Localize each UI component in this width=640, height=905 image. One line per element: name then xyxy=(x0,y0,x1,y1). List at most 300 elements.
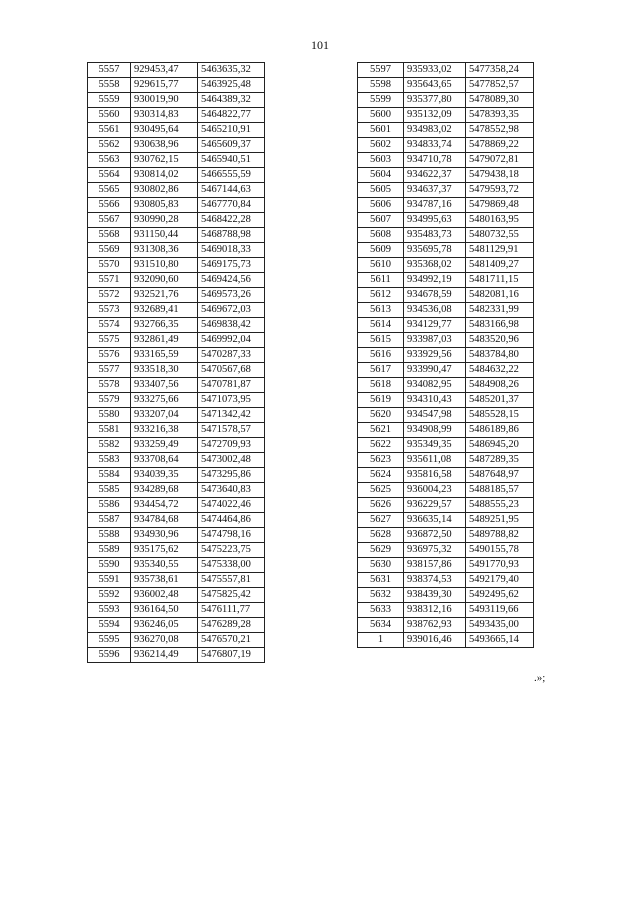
table-row xyxy=(358,333,534,348)
x-coordinate: 935816,58 xyxy=(404,468,466,483)
y-coordinate: 5485528,15 xyxy=(466,408,534,423)
x-coordinate: 934930,96 xyxy=(131,528,198,543)
point-number: 5614 xyxy=(358,318,404,333)
y-coordinate: 5469838,42 xyxy=(198,318,265,333)
table-row xyxy=(358,483,534,498)
table-row xyxy=(88,198,265,213)
point-number: 5581 xyxy=(88,423,131,438)
point-number: 5604 xyxy=(358,168,404,183)
x-coordinate: 935377,80 xyxy=(404,93,466,108)
y-coordinate: 5492495,62 xyxy=(466,588,534,603)
point-number: 5626 xyxy=(358,498,404,513)
table-row xyxy=(88,393,265,408)
point-number: 5588 xyxy=(88,528,131,543)
y-coordinate: 5465210,91 xyxy=(198,123,265,138)
y-coordinate: 5473295,86 xyxy=(198,468,265,483)
y-coordinate: 5489788,82 xyxy=(466,528,534,543)
table-row xyxy=(88,93,265,108)
point-number: 5603 xyxy=(358,153,404,168)
table-row xyxy=(88,153,265,168)
table-row xyxy=(88,423,265,438)
y-coordinate: 5479869,48 xyxy=(466,198,534,213)
x-coordinate: 938312,16 xyxy=(404,603,466,618)
x-coordinate: 929453,47 xyxy=(131,63,198,78)
y-coordinate: 5477358,24 xyxy=(466,63,534,78)
y-coordinate: 5464822,77 xyxy=(198,108,265,123)
point-number: 5566 xyxy=(88,198,131,213)
point-number: 5598 xyxy=(358,78,404,93)
y-coordinate: 5470781,87 xyxy=(198,378,265,393)
table-row xyxy=(88,633,265,648)
point-number: 5558 xyxy=(88,78,131,93)
table-row xyxy=(358,408,534,423)
table-row xyxy=(88,468,265,483)
point-number: 5613 xyxy=(358,303,404,318)
x-coordinate: 936002,48 xyxy=(131,588,198,603)
point-number: 5601 xyxy=(358,123,404,138)
point-number: 5621 xyxy=(358,423,404,438)
x-coordinate: 932521,76 xyxy=(131,288,198,303)
point-number: 5600 xyxy=(358,108,404,123)
y-coordinate: 5484632,22 xyxy=(466,363,534,378)
x-coordinate: 934129,77 xyxy=(404,318,466,333)
table-row xyxy=(88,453,265,468)
y-coordinate: 5486189,86 xyxy=(466,423,534,438)
table-row xyxy=(358,78,534,93)
x-coordinate: 938374,53 xyxy=(404,573,466,588)
point-number: 5624 xyxy=(358,468,404,483)
table-row xyxy=(358,348,534,363)
table-row xyxy=(358,378,534,393)
y-coordinate: 5463635,32 xyxy=(198,63,265,78)
table-row xyxy=(88,303,265,318)
y-coordinate: 5482331,99 xyxy=(466,303,534,318)
x-coordinate: 934992,19 xyxy=(404,273,466,288)
x-coordinate: 935611,08 xyxy=(404,453,466,468)
point-number: 1 xyxy=(358,633,404,648)
table-row xyxy=(88,288,265,303)
x-coordinate: 929615,77 xyxy=(131,78,198,93)
point-number: 5628 xyxy=(358,528,404,543)
point-number: 5609 xyxy=(358,243,404,258)
y-coordinate: 5487289,35 xyxy=(466,453,534,468)
right-coordinates-table xyxy=(357,62,534,648)
x-coordinate: 933407,56 xyxy=(131,378,198,393)
x-coordinate: 930990,28 xyxy=(131,213,198,228)
x-coordinate: 931308,36 xyxy=(131,243,198,258)
table-row xyxy=(88,138,265,153)
point-number: 5625 xyxy=(358,483,404,498)
y-coordinate: 5473002,48 xyxy=(198,453,265,468)
table-row xyxy=(88,78,265,93)
y-coordinate: 5479438,18 xyxy=(466,168,534,183)
table-row xyxy=(358,528,534,543)
point-number: 5623 xyxy=(358,453,404,468)
point-number: 5607 xyxy=(358,213,404,228)
x-coordinate: 936872,50 xyxy=(404,528,466,543)
x-coordinate: 934784,68 xyxy=(131,513,198,528)
y-coordinate: 5479072,81 xyxy=(466,153,534,168)
table-row xyxy=(88,558,265,573)
point-number: 5616 xyxy=(358,348,404,363)
x-coordinate: 932689,41 xyxy=(131,303,198,318)
x-coordinate: 935738,61 xyxy=(131,573,198,588)
table-row xyxy=(88,603,265,618)
x-coordinate: 935933,02 xyxy=(404,63,466,78)
table-row xyxy=(358,513,534,528)
x-coordinate: 936635,14 xyxy=(404,513,466,528)
table-row xyxy=(358,423,534,438)
point-number: 5632 xyxy=(358,588,404,603)
y-coordinate: 5469573,26 xyxy=(198,288,265,303)
x-coordinate: 930314,83 xyxy=(131,108,198,123)
point-number: 5630 xyxy=(358,558,404,573)
point-number: 5578 xyxy=(88,378,131,393)
y-coordinate: 5465940,51 xyxy=(198,153,265,168)
x-coordinate: 934637,37 xyxy=(404,183,466,198)
x-coordinate: 935643,65 xyxy=(404,78,466,93)
point-number: 5576 xyxy=(88,348,131,363)
table-row xyxy=(358,543,534,558)
point-number: 5591 xyxy=(88,573,131,588)
point-number: 5573 xyxy=(88,303,131,318)
point-number: 5619 xyxy=(358,393,404,408)
table-row xyxy=(358,153,534,168)
x-coordinate: 934289,68 xyxy=(131,483,198,498)
x-coordinate: 934622,37 xyxy=(404,168,466,183)
point-number: 5610 xyxy=(358,258,404,273)
x-coordinate: 932861,49 xyxy=(131,333,198,348)
table-row xyxy=(88,363,265,378)
x-coordinate: 934678,59 xyxy=(404,288,466,303)
point-number: 5596 xyxy=(88,648,131,663)
table-row xyxy=(358,123,534,138)
y-coordinate: 5482081,16 xyxy=(466,288,534,303)
x-coordinate: 933259,49 xyxy=(131,438,198,453)
y-coordinate: 5483166,98 xyxy=(466,318,534,333)
x-coordinate: 934082,95 xyxy=(404,378,466,393)
point-number: 5608 xyxy=(358,228,404,243)
y-coordinate: 5474798,16 xyxy=(198,528,265,543)
x-coordinate: 939016,46 xyxy=(404,633,466,648)
x-coordinate: 932090,60 xyxy=(131,273,198,288)
x-coordinate: 930814,02 xyxy=(131,168,198,183)
y-coordinate: 5493435,00 xyxy=(466,618,534,633)
table-row xyxy=(88,108,265,123)
point-number: 5568 xyxy=(88,228,131,243)
point-number: 5592 xyxy=(88,588,131,603)
x-coordinate: 930019,90 xyxy=(131,93,198,108)
y-coordinate: 5486945,20 xyxy=(466,438,534,453)
table-row xyxy=(358,288,534,303)
y-coordinate: 5480163,95 xyxy=(466,213,534,228)
x-coordinate: 936164,50 xyxy=(131,603,198,618)
x-coordinate: 933990,47 xyxy=(404,363,466,378)
x-coordinate: 938439,30 xyxy=(404,588,466,603)
point-number: 5580 xyxy=(88,408,131,423)
x-coordinate: 933708,64 xyxy=(131,453,198,468)
table-row xyxy=(358,183,534,198)
point-number: 5579 xyxy=(88,393,131,408)
y-coordinate: 5477852,57 xyxy=(466,78,534,93)
y-coordinate: 5464389,32 xyxy=(198,93,265,108)
y-coordinate: 5475223,75 xyxy=(198,543,265,558)
table-row xyxy=(358,273,534,288)
table-row xyxy=(358,198,534,213)
y-coordinate: 5471578,57 xyxy=(198,423,265,438)
y-coordinate: 5467144,63 xyxy=(198,183,265,198)
table-row xyxy=(88,63,265,78)
point-number: 5587 xyxy=(88,513,131,528)
x-coordinate: 935340,55 xyxy=(131,558,198,573)
y-coordinate: 5476289,28 xyxy=(198,618,265,633)
table-row xyxy=(358,363,534,378)
x-coordinate: 938157,86 xyxy=(404,558,466,573)
y-coordinate: 5492179,40 xyxy=(466,573,534,588)
point-number: 5595 xyxy=(88,633,131,648)
x-coordinate: 932766,35 xyxy=(131,318,198,333)
y-coordinate: 5478089,30 xyxy=(466,93,534,108)
y-coordinate: 5465609,37 xyxy=(198,138,265,153)
point-number: 5561 xyxy=(88,123,131,138)
left-coordinates-table xyxy=(87,62,265,663)
x-coordinate: 931510,80 xyxy=(131,258,198,273)
x-coordinate: 935349,35 xyxy=(404,438,466,453)
point-number: 5620 xyxy=(358,408,404,423)
table-row xyxy=(358,633,534,648)
table-row xyxy=(358,393,534,408)
table-row xyxy=(88,648,265,663)
table-row xyxy=(358,573,534,588)
y-coordinate: 5469424,56 xyxy=(198,273,265,288)
point-number: 5586 xyxy=(88,498,131,513)
y-coordinate: 5491770,93 xyxy=(466,558,534,573)
y-coordinate: 5481129,91 xyxy=(466,243,534,258)
x-coordinate: 936214,49 xyxy=(131,648,198,663)
table-row xyxy=(358,618,534,633)
y-coordinate: 5467770,84 xyxy=(198,198,265,213)
y-coordinate: 5474464,86 xyxy=(198,513,265,528)
point-number: 5634 xyxy=(358,618,404,633)
y-coordinate: 5489251,95 xyxy=(466,513,534,528)
point-number: 5584 xyxy=(88,468,131,483)
table-row xyxy=(358,303,534,318)
table-row xyxy=(358,258,534,273)
point-number: 5577 xyxy=(88,363,131,378)
table-row xyxy=(88,228,265,243)
table-row xyxy=(88,333,265,348)
y-coordinate: 5468422,28 xyxy=(198,213,265,228)
x-coordinate: 930762,15 xyxy=(131,153,198,168)
table-row xyxy=(358,243,534,258)
x-coordinate: 935695,78 xyxy=(404,243,466,258)
point-number: 5559 xyxy=(88,93,131,108)
point-number: 5597 xyxy=(358,63,404,78)
table-row xyxy=(88,498,265,513)
table-row xyxy=(88,243,265,258)
table-row xyxy=(88,348,265,363)
table-row xyxy=(358,468,534,483)
table-row xyxy=(358,558,534,573)
table-row xyxy=(88,318,265,333)
x-coordinate: 934039,35 xyxy=(131,468,198,483)
table-row xyxy=(358,63,534,78)
y-coordinate: 5471342,42 xyxy=(198,408,265,423)
point-number: 5594 xyxy=(88,618,131,633)
x-coordinate: 935132,09 xyxy=(404,108,466,123)
table-row xyxy=(358,108,534,123)
table-row xyxy=(88,573,265,588)
x-coordinate: 938762,93 xyxy=(404,618,466,633)
x-coordinate: 935368,02 xyxy=(404,258,466,273)
x-coordinate: 936975,32 xyxy=(404,543,466,558)
y-coordinate: 5463925,48 xyxy=(198,78,265,93)
y-coordinate: 5476111,77 xyxy=(198,603,265,618)
x-coordinate: 933987,03 xyxy=(404,333,466,348)
x-coordinate: 931150,44 xyxy=(131,228,198,243)
point-number: 5572 xyxy=(88,288,131,303)
table-row xyxy=(358,93,534,108)
point-number: 5583 xyxy=(88,453,131,468)
y-coordinate: 5481711,15 xyxy=(466,273,534,288)
point-number: 5590 xyxy=(88,558,131,573)
table-row xyxy=(358,453,534,468)
point-number: 5605 xyxy=(358,183,404,198)
point-number: 5562 xyxy=(88,138,131,153)
x-coordinate: 935483,73 xyxy=(404,228,466,243)
point-number: 5569 xyxy=(88,243,131,258)
table-row xyxy=(88,528,265,543)
y-coordinate: 5488555,23 xyxy=(466,498,534,513)
point-number: 5615 xyxy=(358,333,404,348)
x-coordinate: 934787,16 xyxy=(404,198,466,213)
point-number: 5602 xyxy=(358,138,404,153)
point-number: 5629 xyxy=(358,543,404,558)
y-coordinate: 5468788,98 xyxy=(198,228,265,243)
y-coordinate: 5480732,55 xyxy=(466,228,534,243)
y-coordinate: 5478552,98 xyxy=(466,123,534,138)
y-coordinate: 5474022,46 xyxy=(198,498,265,513)
table-row xyxy=(358,588,534,603)
point-number: 5570 xyxy=(88,258,131,273)
x-coordinate: 933207,04 xyxy=(131,408,198,423)
table-row xyxy=(88,168,265,183)
y-coordinate: 5476570,21 xyxy=(198,633,265,648)
y-coordinate: 5466555,59 xyxy=(198,168,265,183)
y-coordinate: 5493119,66 xyxy=(466,603,534,618)
y-coordinate: 5471073,95 xyxy=(198,393,265,408)
point-number: 5582 xyxy=(88,438,131,453)
point-number: 5567 xyxy=(88,213,131,228)
point-number: 5617 xyxy=(358,363,404,378)
point-number: 5574 xyxy=(88,318,131,333)
x-coordinate: 930638,96 xyxy=(131,138,198,153)
x-coordinate: 934454,72 xyxy=(131,498,198,513)
table-row xyxy=(88,483,265,498)
x-coordinate: 936229,57 xyxy=(404,498,466,513)
y-coordinate: 5469175,73 xyxy=(198,258,265,273)
point-number: 5599 xyxy=(358,93,404,108)
x-coordinate: 934710,78 xyxy=(404,153,466,168)
y-coordinate: 5493665,14 xyxy=(466,633,534,648)
table-row xyxy=(358,138,534,153)
y-coordinate: 5469018,33 xyxy=(198,243,265,258)
table-row xyxy=(88,183,265,198)
point-number: 5618 xyxy=(358,378,404,393)
closing-quote-suffix: .»; xyxy=(534,672,546,684)
x-coordinate: 934536,08 xyxy=(404,303,466,318)
y-coordinate: 5483520,96 xyxy=(466,333,534,348)
y-coordinate: 5478393,35 xyxy=(466,108,534,123)
table-row xyxy=(88,378,265,393)
y-coordinate: 5487648,97 xyxy=(466,468,534,483)
point-number: 5593 xyxy=(88,603,131,618)
point-number: 5585 xyxy=(88,483,131,498)
point-number: 5633 xyxy=(358,603,404,618)
point-number: 5563 xyxy=(88,153,131,168)
x-coordinate: 936246,05 xyxy=(131,618,198,633)
table-row xyxy=(358,603,534,618)
x-coordinate: 936004,23 xyxy=(404,483,466,498)
y-coordinate: 5483784,80 xyxy=(466,348,534,363)
x-coordinate: 933275,66 xyxy=(131,393,198,408)
point-number: 5627 xyxy=(358,513,404,528)
y-coordinate: 5488185,57 xyxy=(466,483,534,498)
point-number: 5612 xyxy=(358,288,404,303)
x-coordinate: 935175,62 xyxy=(131,543,198,558)
x-coordinate: 934995,63 xyxy=(404,213,466,228)
point-number: 5565 xyxy=(88,183,131,198)
x-coordinate: 936270,08 xyxy=(131,633,198,648)
y-coordinate: 5470287,33 xyxy=(198,348,265,363)
y-coordinate: 5475338,00 xyxy=(198,558,265,573)
y-coordinate: 5470567,68 xyxy=(198,363,265,378)
x-coordinate: 933165,59 xyxy=(131,348,198,363)
table-row xyxy=(358,228,534,243)
y-coordinate: 5485201,37 xyxy=(466,393,534,408)
x-coordinate: 934310,43 xyxy=(404,393,466,408)
point-number: 5557 xyxy=(88,63,131,78)
x-coordinate: 933929,56 xyxy=(404,348,466,363)
y-coordinate: 5484908,26 xyxy=(466,378,534,393)
x-coordinate: 934833,74 xyxy=(404,138,466,153)
point-number: 5606 xyxy=(358,198,404,213)
table-row xyxy=(358,318,534,333)
table-row xyxy=(88,513,265,528)
y-coordinate: 5475825,42 xyxy=(198,588,265,603)
table-row xyxy=(358,498,534,513)
table-row xyxy=(88,213,265,228)
table-row xyxy=(88,438,265,453)
point-number: 5589 xyxy=(88,543,131,558)
table-row xyxy=(88,588,265,603)
y-coordinate: 5476807,19 xyxy=(198,648,265,663)
table-row xyxy=(88,408,265,423)
point-number: 5611 xyxy=(358,273,404,288)
x-coordinate: 934908,99 xyxy=(404,423,466,438)
y-coordinate: 5478869,22 xyxy=(466,138,534,153)
point-number: 5575 xyxy=(88,333,131,348)
y-coordinate: 5481409,27 xyxy=(466,258,534,273)
y-coordinate: 5469992,04 xyxy=(198,333,265,348)
x-coordinate: 930802,86 xyxy=(131,183,198,198)
table-row xyxy=(358,213,534,228)
y-coordinate: 5479593,72 xyxy=(466,183,534,198)
y-coordinate: 5475557,81 xyxy=(198,573,265,588)
y-coordinate: 5473640,83 xyxy=(198,483,265,498)
table-row xyxy=(88,258,265,273)
point-number: 5631 xyxy=(358,573,404,588)
